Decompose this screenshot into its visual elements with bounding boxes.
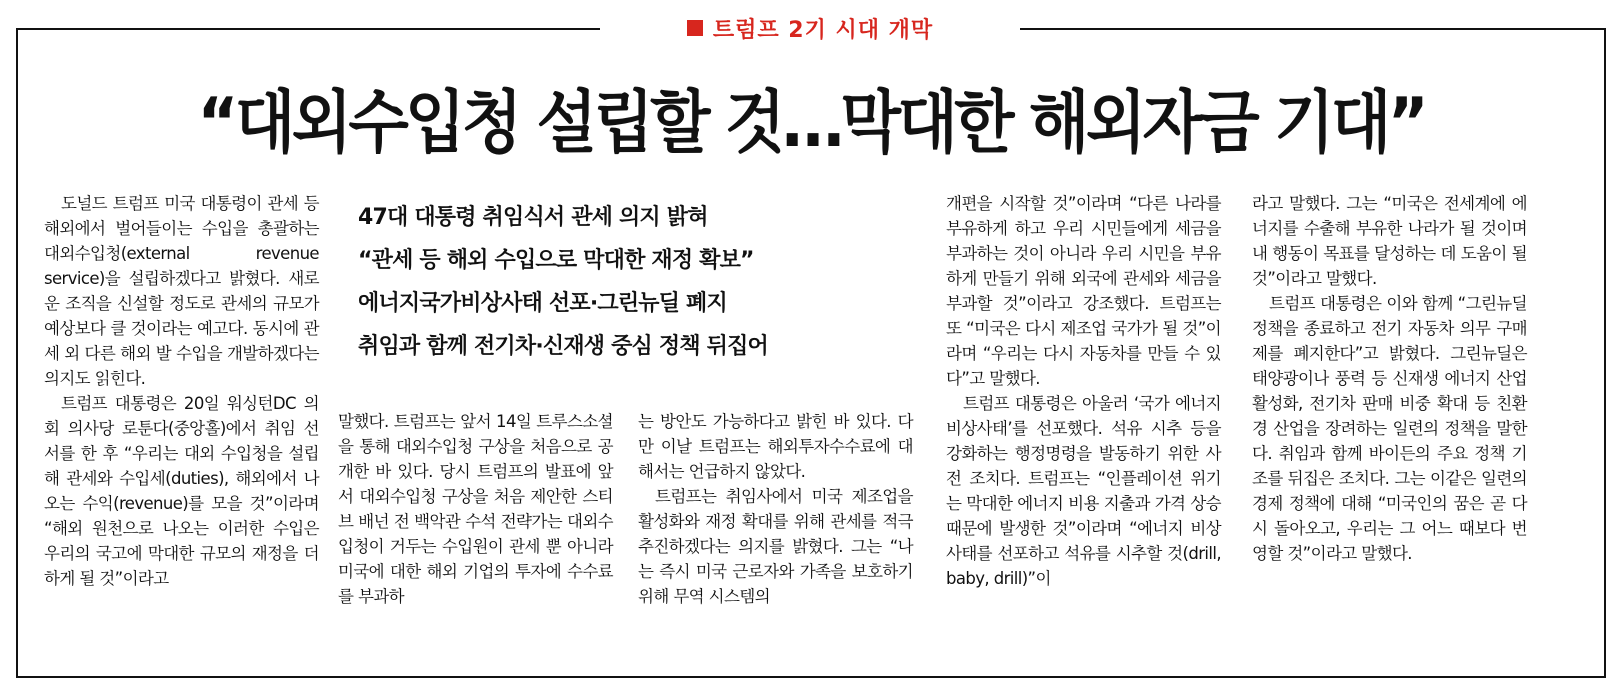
headline-text: “대외수입청 설립할 것…막대한 해외자금 기대”: [197, 83, 1425, 163]
column-1: [44, 191, 319, 591]
paragraph: 트럼프 대통령은 이와 함께 “그린뉴딜 정책을 종료하고 전기 자동차 의무 구매제를 폐지한다”고 밝혔다. 그린뉴딜은 태양광이나 풍력 등 신재생 에너지 산업 활성화, 전기차 판매 비중 확대 등 친환경 산업을 장려하는 일련의 정책을 말한다. 취임과 함께 바이든의 주요 정책 기조를 뒤집은 조치다. 그는 이같은 일련의 경제 정책에 대해 “미국인의 꿈은 곧 다시 돌아오고, 우리는 그 어느 때보다 번영할 것”이라고 말했다.: [1252, 294, 1527, 563]
subhead-2: “관세 등 해외 수입으로 막대한 재정 확보”: [358, 248, 754, 273]
paragraph: 개편을 시작할 것”이라며 “다른 나라를 부유하게 하고 우리 시민들에게 세금을 부과하는 것이 아니라 우리 시민을 부유하게 만들기 위해 외국에 관세와 세금을 부과할 것”이라고 강조했다. 트럼프는 또 “미국은 다시 제조업 국가가 될 것”이라며 “우리는 다시 자동차를 만들 수 있다”고 말했다.: [946, 194, 1221, 388]
section-square-icon: [687, 20, 703, 36]
column-5: [1252, 191, 1527, 566]
paragraph: 트럼프 대통령은 20일 워싱턴DC 의회 의사당 로툰다(중앙홀)에서 취임 선서를 한 후 “우리는 대외 수입청을 설립해 관세와 수입세(duties), 해외에서 나오는 수익(revenue)를 모을 것”이라며 “해외 원천으로 나오는 이러한 수입은 우리의 국고에 막대한 규모의 재정을 더하게 될 것”이라고: [44, 394, 319, 588]
subhead-1: 47대 대통령 취임식서 관세 의지 밝혀: [358, 205, 708, 230]
paragraph: 라고 말했다. 그는 “미국은 전세계에 에너지를 수출해 부유한 나라가 될 것이며 내 행동이 목표를 달성하는 데 도움이 될 것”이라고 말했다.: [1252, 194, 1527, 288]
paragraph: 트럼프는 취임사에서 미국 제조업을 활성화와 재정 확대를 위해 관세를 적극 추진하겠다는 의지를 밝혔다. 그는 “나는 즉시 미국 근로자와 가족을 보호하기 위해 무역 시스템의: [638, 487, 913, 606]
section-header: [600, 0, 1020, 56]
column-3: [638, 409, 913, 609]
section-label: 트럼프 2기 시대 개막: [712, 17, 934, 43]
subhead-4: 취임과 함께 전기차·신재생 중심 정책 뒤집어: [358, 334, 768, 359]
subhead-block: [358, 196, 948, 368]
headline: [100, 62, 1522, 172]
paragraph: 말했다. 트럼프는 앞서 14일 트루스소셜을 통해 대외수입청 구상을 처음으로 공개한 바 있다. 당시 트럼프의 발표에 앞서 대외수입청 구상을 처음 제안한 스티브 배넌 전 백악관 수석 전략가는 대외수입청이 거두는 수입원이 관세 뿐 아니라 미국에 대한 해외 기업의 투자에 수수료를 부과하: [338, 412, 613, 606]
subhead-3: 에너지국가비상사태 선포·그린뉴딜 폐지: [358, 291, 727, 316]
paragraph: 는 방안도 가능하다고 밝힌 바 있다. 다만 이날 트럼프는 해외투자수수료에 대해서는 언급하지 않았다.: [638, 412, 913, 481]
paragraph: 도널드 트럼프 미국 대통령이 관세 등 해외에서 벌어들이는 수입을 총괄하는 대외수입청(external revenue service)을 설립하겠다고 밝혔다. 새로운 조직을 신설할 정도로 관세의 규모가 예상보다 클 것이라는 예고다. 동시에 관세 외 다른 해외 발 수입을 개발하겠다는 의지도 읽힌다.: [44, 194, 319, 388]
paragraph: 트럼프 대통령은 아울러 ‘국가 에너지 비상사태’를 선포했다. 석유 시추 등을 강화하는 행정명령을 발동하기 위한 사전 조치다. 트럼프는 “인플레이션 위기는 막대한 에너지 비용 지출과 가격 상승 때문에 발생한 것”이라며 “에너지 비상사태를 선포하고 석유를 시추할 것(drill, baby, drill)”이: [946, 394, 1221, 588]
column-2: [338, 409, 613, 609]
column-4: [946, 191, 1221, 591]
